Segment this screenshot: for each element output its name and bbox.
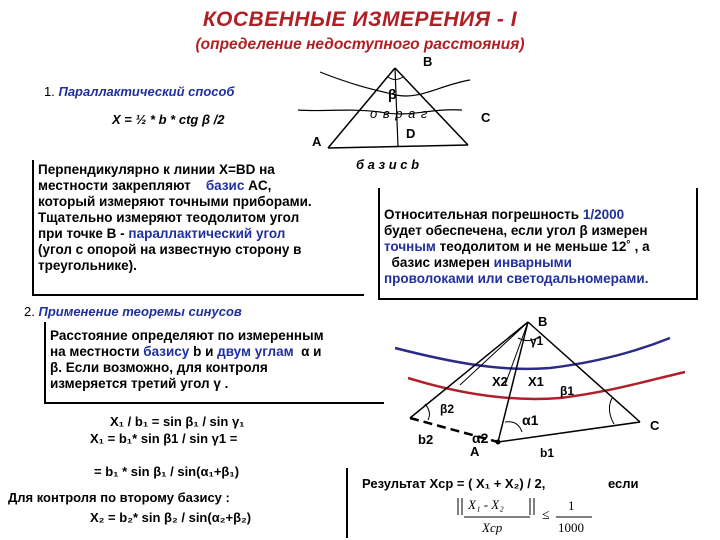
page-title: КОСВЕННЫЕ ИЗМЕРЕНИЯ - I [202,8,518,31]
result-divider [346,468,348,538]
frac-denominator: Xcp [482,520,503,535]
label-a: A [312,134,322,149]
label-beta: β [388,86,397,102]
beta1-arc [609,398,614,424]
label2-b: B [538,314,548,329]
one: 1 [568,498,575,513]
formula-4: X₂ = b₂* sin β₂ / sin(α₂+β₂) [90,510,252,525]
le-sign: ≤ [542,508,550,523]
section1-heading: 1. Параллактический способ [44,84,235,99]
alpha1-arc [505,422,522,432]
label2-x1: X1 [528,374,544,389]
label-c: C [481,110,491,125]
section2-heading: 2. Применение теоремы синусов [24,304,242,319]
label-ravine: о в р а г [370,106,429,121]
label2-beta1: β1 [560,384,574,398]
label-basis: б а з и с b [356,157,420,172]
label-d: D [406,126,416,141]
label2-b1: b1 [540,446,555,460]
result-formula: Результат Xср = ( X₁ + X₂) / 2, [362,476,546,491]
label2-beta2: β2 [440,402,454,416]
formula-1: X₁ / b₁ = sin β₁ / sin γ₁ [110,414,245,429]
result-if: если [608,476,639,491]
basis-b1-line [498,422,640,442]
label2-a: A [470,444,480,459]
label2-alpha1: α1 [522,412,539,428]
relative-error-text: Относительная погрешность 1/2000 будет обеспечена, если угол β измерен точным теодолитом и не меньше 12˚ , а базис измерен инварными проволоками или светодальномерами. [384,207,650,286]
label2-c: C [650,418,660,433]
thousand: 1000 [558,520,584,535]
label2-b2: b2 [418,432,434,447]
control-label: Для контроля по второму базису : [8,490,230,505]
label2-alpha2: α2 [472,430,489,446]
sine-theorem-text: Расстояние определяют по измеренным на местности базису b и двум углам α и β. Если возможно, для контроля измеряется третий угол γ . [50,328,324,391]
line-b-c [528,322,640,422]
formula-3: = b₁ * sin β₁ / sin(α₁+β₁) [94,464,240,479]
perpendicular-text: Перпендикулярно к линии X=BD на местности закрепляют базис AC, который измеряют точными приборами. Тщательно измеряют теодолитом угол при точке B - параллактический угол (угол с опорой на известную сторону в треугольнике). [38,162,312,273]
page-subtitle: (определение недоступного расстояния) [195,36,525,53]
label-b: B [423,54,433,69]
beta2-arc [425,404,429,420]
formula-2: X₁ = b₁* sin β1 / sin γ1 = [90,431,238,446]
parallactic-formula: X = ½ * b * ctg β /2 [112,112,225,127]
label2-gamma1: γ1 [530,334,544,348]
frac-numerator: X₁ - X₂ [468,497,504,512]
label2-x2: X2 [492,374,508,389]
point-a [496,440,501,445]
